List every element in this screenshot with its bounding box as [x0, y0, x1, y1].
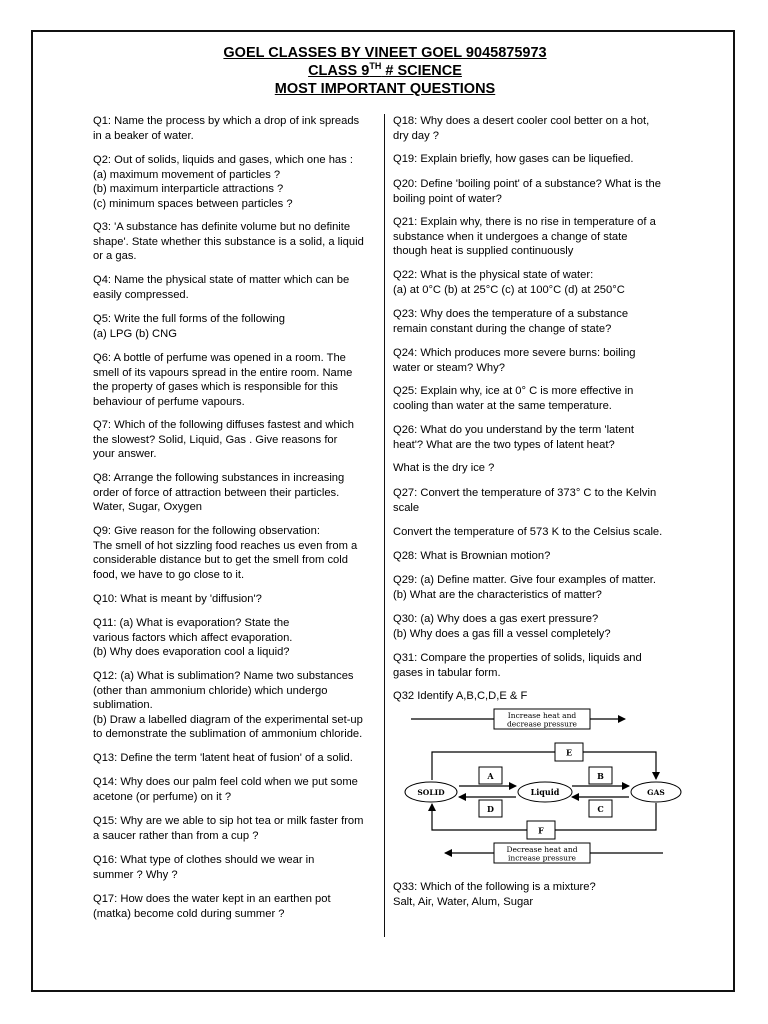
question-q13: Q13: Define the term 'latent heat of fusion' of a solid. — [93, 752, 353, 764]
question-q26: Q26: What do you understand by the term 'latent heat'? What are the two types of latent heat? — [393, 424, 634, 451]
question-q12: Q12: (a) What is sublimation? Name two substances (other than ammonium chloride) which undergo sublimation. (b) Draw a labelled diagram of the experimental set-up to demonstrate the sublimation of ammonium chloride. — [93, 670, 363, 741]
question-q27-celsius: Convert the temperature of 573 K to the Celsius scale. — [393, 526, 663, 538]
question-q17: Q17: How does the water kept in an earthen pot (matka) become cold during summer ? — [93, 893, 331, 920]
question-q8: Q8: Arrange the following substances in increasing order of force of attraction between their particles. Water, Sugar, Oxygen — [93, 472, 345, 514]
arrow-e — [432, 752, 656, 780]
box-a-label: A — [487, 771, 494, 781]
header-class-superscript: TH — [369, 61, 382, 72]
question-q9: Q9: Give reason for the following observation: The smell of hot sizzling food reaches us even from a considerable distance but to get the smell from cold food, we have to go close to it. — [93, 525, 358, 581]
header-class-subject: # SCIENCE — [381, 63, 462, 79]
box-c-label: C — [597, 804, 604, 814]
question-q14: Q14: Why does our palm feel cold when we put some acetone (or perfume) on it ? — [93, 776, 358, 803]
question-q1: Q1: Name the process by which a drop of ink spreads in a beaker of water. — [93, 115, 360, 142]
question-q19: Q19: Explain briefly, how gases can be liquefied. — [393, 153, 634, 165]
question-q29: Q29: (a) Define matter. Give four examples of matter. (b) What are the characteristics of matter? — [393, 574, 657, 601]
top-label-line1: Increase heat and — [507, 711, 577, 720]
question-q27: Q27: Convert the temperature of 373° C to the Kelvin scale — [393, 487, 657, 514]
question-q24: Q24: Which produces more severe burns: boiling water or steam? Why? — [393, 347, 636, 374]
bottom-label-line1: Decrease heat and — [506, 845, 578, 854]
liquid-label: Liquid — [530, 787, 560, 797]
question-q2: Q2: Out of solids, liquids and gases, which one has : (a) maximum movement of particles ? (b) maximum interparticle attractions ? (c) minimum spaces between particles ? — [93, 154, 353, 210]
gas-label: GAS — [647, 788, 665, 797]
question-q15: Q15: Why are we able to sip hot tea or milk faster from a saucer rather than from a cup ? — [93, 815, 364, 842]
question-q7: Q7: Which of the following diffuses fastest and which the slowest? Solid, Liquid, Gas . Give reasons for your answer. — [93, 419, 354, 461]
question-q4: Q4: Name the physical state of matter which can be easily compressed. — [93, 274, 350, 301]
question-q33: Q33: Which of the following is a mixture? Salt, Air, Water, Alum, Sugar — [393, 881, 596, 908]
question-q23: Q23: Why does the temperature of a substance remain constant during the change of state? — [393, 308, 629, 335]
box-f-label: F — [538, 825, 544, 836]
header-class — [33, 62, 737, 80]
box-e-label: E — [565, 747, 573, 758]
bottom-label-line2: increase pressure — [508, 853, 576, 863]
question-q22: Q22: What is the physical state of water: (a) at 0°C (b) at 25°C (c) at 100°C (d) at 250°C — [393, 269, 625, 296]
question-q31: Q31: Compare the properties of solids, liquids and gases in tabular form. — [393, 652, 642, 679]
header-subtitle: MOST IMPORTANT QUESTIONS — [274, 81, 496, 97]
box-b-label: B — [597, 771, 604, 781]
question-q18: Q18: Why does a desert cooler cool better on a hot, dry day ? — [393, 115, 650, 142]
question-q11: Q11: (a) What is evaporation? State the various factors which affect evaporation. (b) Why does evaporation cool a liquid? — [93, 617, 293, 659]
top-label-line2: decrease pressure — [507, 719, 577, 729]
question-q30: Q30: (a) Why does a gas exert pressure? (b) Why does a gas fill a vessel completely? — [393, 613, 611, 640]
question-q20: Q20: Define 'boiling point' of a substance? What is the boiling point of water? — [393, 178, 661, 205]
question-q6: Q6: A bottle of perfume was opened in a room. The smell of its vapours spread in the entire room. Name the property of gases which is responsible for this behaviour of perfume vapours. — [93, 352, 353, 408]
question-q28: Q28: What is Brownian motion? — [393, 550, 551, 562]
state-change-diagram — [403, 707, 685, 865]
box-d-label: D — [487, 804, 494, 814]
question-q5: Q5: Write the full forms of the following (a) LPG (b) CNG — [93, 313, 285, 340]
question-q16: Q16: What type of clothes should we wear in summer ? Why ? — [93, 854, 315, 881]
question-q10: Q10: What is meant by 'diffusion'? — [93, 593, 262, 605]
question-q25: Q25: Explain why, ice at 0° C is more effective in cooling than water at the same temperature. — [393, 385, 634, 412]
question-q32: Q32 Identify A,B,C,D,E & F — [393, 690, 528, 702]
question-q21: Q21: Explain why, there is no rise in temperature of a substance when it undergoes a change of state though heat is supplied continuously — [393, 216, 656, 258]
question-q3: Q3: 'A substance has definite volume but no definite shape'. State whether this substance is a solid, a liquid or a gas. — [93, 221, 364, 263]
solid-label: SOLID — [417, 788, 445, 797]
question-dry-ice: What is the dry ice ? — [393, 462, 495, 474]
header-title: GOEL CLASSES BY VINEET GOEL 9045875973 — [223, 45, 547, 61]
header-class-text: CLASS 9 — [308, 63, 370, 79]
